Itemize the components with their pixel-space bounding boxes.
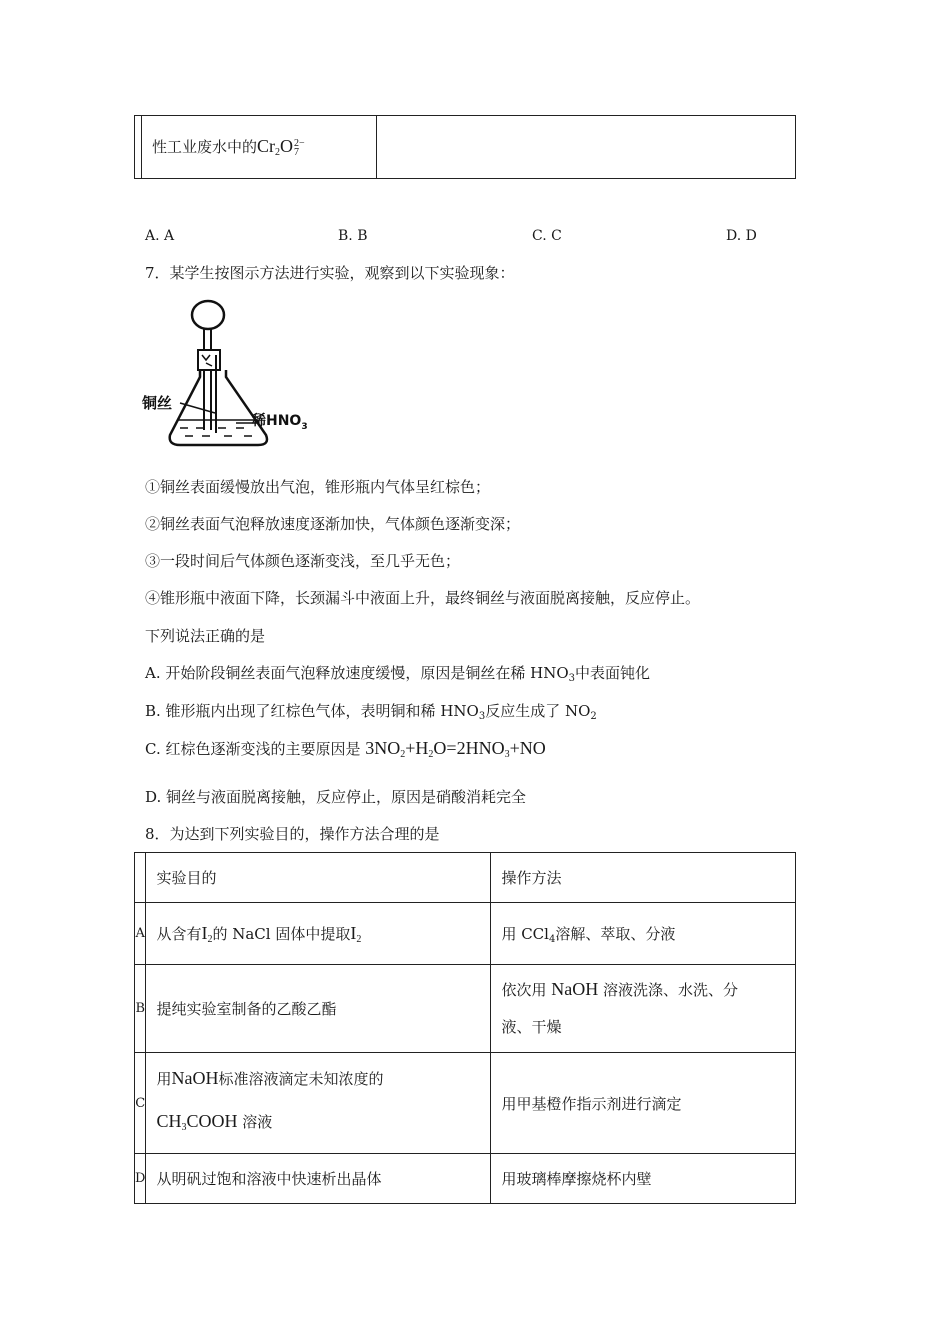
q6-option-d: D. D bbox=[726, 228, 757, 244]
q8-stem: 8．为达到下列实验目的，操作方法合理的是 bbox=[145, 825, 440, 843]
top-table-label-cell bbox=[135, 116, 142, 179]
row-purpose: 从含有$I_2$的 NaCl 固体中提取$I_2$ bbox=[146, 903, 491, 965]
row-method: 用甲基橙作指示剂进行滴定 bbox=[491, 1053, 796, 1154]
q7-option-a: A. 开始阶段铜丝表面气泡释放速度缓慢，原因是铜丝在稀 $HNO_3$中表面钝化 bbox=[145, 664, 651, 684]
row-method: 用 CCl$_4$溶解、萃取、分液 bbox=[491, 903, 796, 965]
label-dilute-hno3: 稀$HNO_3$ bbox=[252, 413, 308, 432]
top-table-text: 性工业废水中的 bbox=[152, 138, 258, 156]
row-label: A bbox=[135, 903, 146, 965]
apparatus-figure bbox=[140, 295, 320, 465]
row-label: D bbox=[135, 1154, 146, 1204]
row-label: C bbox=[135, 1053, 146, 1154]
q6-option-a: A. A bbox=[145, 228, 175, 244]
top-table bbox=[134, 115, 796, 179]
q7-question: 下列说法正确的是 bbox=[145, 627, 266, 645]
top-table-method-cell bbox=[377, 116, 796, 179]
q7-option-d: D. 铜丝与液面脱离接触，反应停止，原因是硝酸消耗完全 bbox=[145, 788, 527, 806]
header-purpose: 实验目的 bbox=[146, 853, 491, 903]
row-method: 用玻璃棒摩擦烧杯内壁 bbox=[491, 1154, 796, 1204]
top-table-purpose-cell bbox=[142, 116, 377, 179]
row-purpose: 从明矾过饱和溶液中快速析出晶体 bbox=[146, 1154, 491, 1204]
q6-option-c: C. C bbox=[532, 228, 562, 244]
table-row bbox=[135, 1154, 796, 1204]
q6-option-b: B. B bbox=[338, 228, 368, 244]
table-row bbox=[135, 965, 796, 1053]
q7-option-b: B. 锥形瓶内出现了红棕色气体，表明铜和稀 $HNO_3$反应生成了 $NO_2$ bbox=[145, 702, 597, 722]
header-method: 操作方法 bbox=[491, 853, 796, 903]
table-row bbox=[135, 903, 796, 965]
q7-stem: 7．某学生按图示方法进行实验，观察到以下实验现象： bbox=[145, 264, 515, 282]
observation-4: ④锥形瓶中液面下降，长颈漏斗中液面上升，最终铜丝与液面脱离接触，反应停止。 bbox=[145, 589, 701, 607]
dichromate-formula: $Cr_2O2-$ 7 bbox=[257, 136, 305, 158]
observation-1: ①铜丝表面缓慢放出气泡，锥形瓶内气体呈红棕色； bbox=[145, 478, 491, 496]
q7-option-c: C. 红棕色逐渐变浅的主要原因是 $3NO_2+H_2O=2HNO_3+NO$ bbox=[145, 738, 546, 760]
q8-table bbox=[134, 852, 796, 1204]
observation-3: ③一段时间后气体颜色逐渐变浅，至几乎无色； bbox=[145, 552, 461, 570]
label-copper-wire: 铜丝 bbox=[142, 394, 173, 412]
row-purpose: 用NaOH标准溶液滴定未知浓度的 $CH_3COOH$ 溶液 bbox=[146, 1053, 491, 1154]
row-method: 依次用 NaOH 溶液洗涤、水洗、分 液、干燥 bbox=[491, 965, 796, 1053]
row-purpose: 提纯实验室制备的乙酸乙酯 bbox=[146, 965, 491, 1053]
funnel-bulb bbox=[192, 301, 224, 329]
equation: $3NO_2+H_2O=2HNO_3+NO$ bbox=[365, 738, 546, 760]
conical-flask bbox=[170, 370, 267, 445]
row-label: B bbox=[135, 965, 146, 1053]
table-header-row bbox=[135, 853, 796, 903]
observation-2: ②铜丝表面气泡释放速度逐渐加快，气体颜色逐渐变深； bbox=[145, 515, 521, 533]
table-row bbox=[135, 1053, 796, 1154]
